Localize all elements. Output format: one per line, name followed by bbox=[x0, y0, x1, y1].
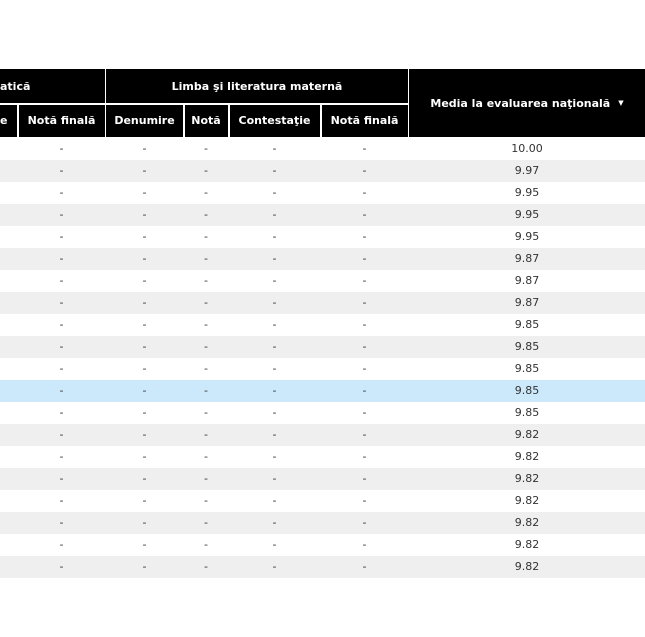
cell-denumire: - bbox=[142, 252, 147, 265]
cell-nota-finala-mate: - bbox=[59, 164, 64, 177]
cell-nota-finala-mate: - bbox=[59, 384, 64, 397]
header-group-matematica-label: atică bbox=[0, 79, 31, 93]
header-col-nota-finala-lm[interactable]: Notă finală bbox=[330, 114, 399, 127]
cell-denumire: - bbox=[142, 186, 147, 199]
cell-contestatie: - bbox=[272, 208, 277, 221]
cell-contestatie: - bbox=[272, 186, 277, 199]
cell-contestatie: - bbox=[272, 274, 277, 287]
cell-nota: - bbox=[204, 186, 208, 199]
cell-contestatie: - bbox=[272, 516, 277, 529]
cell-nota-finala-lm: - bbox=[362, 494, 367, 507]
cell-contestatie: - bbox=[272, 142, 277, 155]
cell-media: 9.82 bbox=[514, 450, 540, 463]
cell-nota: - bbox=[204, 472, 208, 485]
table-row[interactable] bbox=[0, 314, 645, 336]
cell-nota: - bbox=[204, 208, 208, 221]
cell-contestatie: - bbox=[272, 340, 277, 353]
header-separator bbox=[320, 104, 322, 137]
cell-media: 10.00 bbox=[511, 142, 543, 155]
cell-denumire: - bbox=[142, 450, 147, 463]
header-group-matematica bbox=[0, 69, 105, 103]
table-row[interactable] bbox=[0, 512, 645, 534]
cell-nota-finala-mate: - bbox=[59, 230, 64, 243]
cell-media: 9.87 bbox=[514, 274, 540, 287]
cell-nota-finala-mate: - bbox=[59, 208, 64, 221]
cell-nota: - bbox=[204, 428, 208, 441]
cell-media: 9.95 bbox=[514, 208, 540, 221]
cell-media: 9.95 bbox=[514, 230, 540, 243]
table-row[interactable] bbox=[0, 270, 645, 292]
header-separator bbox=[17, 104, 19, 137]
table-row[interactable] bbox=[0, 446, 645, 468]
cell-nota-finala-mate: - bbox=[59, 142, 64, 155]
cell-nota-finala-lm: - bbox=[362, 538, 367, 551]
cell-denumire: - bbox=[142, 428, 147, 441]
table-row[interactable] bbox=[0, 336, 645, 358]
cell-contestatie: - bbox=[272, 428, 277, 441]
cell-nota-finala-mate: - bbox=[59, 560, 64, 573]
table-row[interactable] bbox=[0, 424, 645, 446]
cell-nota-finala-lm: - bbox=[362, 252, 367, 265]
cell-media: 9.85 bbox=[514, 340, 540, 353]
table-row[interactable] bbox=[0, 534, 645, 556]
cell-denumire: - bbox=[142, 560, 147, 573]
table-row[interactable] bbox=[0, 182, 645, 204]
cell-contestatie: - bbox=[272, 230, 277, 243]
cell-nota-finala-lm: - bbox=[362, 428, 367, 441]
cell-nota: - bbox=[204, 384, 208, 397]
cell-media: 9.87 bbox=[514, 252, 540, 265]
sort-descending-icon[interactable]: ▼ bbox=[618, 99, 624, 107]
header-group-limba-materna-label: Limba şi literatura maternă bbox=[171, 79, 343, 93]
cell-nota-finala-mate: - bbox=[59, 494, 64, 507]
cell-denumire: - bbox=[142, 472, 147, 485]
cell-media: 9.85 bbox=[514, 362, 540, 375]
cell-nota-finala-mate: - bbox=[59, 406, 64, 419]
cell-media: 9.97 bbox=[514, 164, 540, 177]
cell-denumire: - bbox=[142, 318, 147, 331]
cell-media: 9.82 bbox=[514, 428, 540, 441]
cell-nota-finala-mate: - bbox=[59, 186, 64, 199]
cell-denumire: - bbox=[142, 274, 147, 287]
cell-media: 9.87 bbox=[514, 296, 540, 309]
cell-nota: - bbox=[204, 560, 208, 573]
cell-contestatie: - bbox=[272, 494, 277, 507]
cell-media: 9.82 bbox=[514, 516, 540, 529]
cell-nota-finala-lm: - bbox=[362, 296, 367, 309]
cell-nota: - bbox=[204, 252, 208, 265]
table-row[interactable] bbox=[0, 468, 645, 490]
cell-denumire: - bbox=[142, 494, 147, 507]
cell-denumire: - bbox=[142, 142, 147, 155]
cell-nota-finala-mate: - bbox=[59, 296, 64, 309]
cell-nota: - bbox=[204, 362, 208, 375]
cell-nota: - bbox=[204, 450, 208, 463]
cell-denumire: - bbox=[142, 164, 147, 177]
table-row[interactable] bbox=[0, 358, 645, 380]
cell-contestatie: - bbox=[272, 362, 277, 375]
cell-denumire: - bbox=[142, 516, 147, 529]
cell-nota: - bbox=[204, 318, 208, 331]
cell-nota-finala-lm: - bbox=[362, 560, 367, 573]
cell-contestatie: - bbox=[272, 560, 277, 573]
cell-nota-finala-lm: - bbox=[362, 142, 367, 155]
cell-denumire: - bbox=[142, 296, 147, 309]
table-row[interactable] bbox=[0, 226, 645, 248]
cell-nota-finala-mate: - bbox=[59, 362, 64, 375]
cell-contestatie: - bbox=[272, 406, 277, 419]
header-separator bbox=[105, 69, 107, 137]
table-row[interactable] bbox=[0, 402, 645, 424]
cell-nota-finala-mate: - bbox=[59, 340, 64, 353]
cell-nota: - bbox=[204, 142, 208, 155]
cell-nota-finala-lm: - bbox=[362, 230, 367, 243]
cell-contestatie: - bbox=[272, 384, 277, 397]
cell-nota-finala-lm: - bbox=[362, 472, 367, 485]
cell-nota-finala-mate: - bbox=[59, 318, 64, 331]
cell-nota-finala-mate: - bbox=[59, 516, 64, 529]
cell-nota-finala-lm: - bbox=[362, 516, 367, 529]
cell-nota: - bbox=[204, 296, 208, 309]
header-col-nota[interactable]: Notă bbox=[191, 114, 221, 127]
cell-nota-finala-mate: - bbox=[59, 428, 64, 441]
cell-nota-finala-mate: - bbox=[59, 538, 64, 551]
header-group-limba-materna bbox=[106, 69, 408, 103]
cell-media: 9.82 bbox=[514, 538, 540, 551]
cell-denumire: - bbox=[142, 362, 147, 375]
cell-nota-finala-lm: - bbox=[362, 186, 367, 199]
cell-nota-finala-lm: - bbox=[362, 318, 367, 331]
cell-contestatie: - bbox=[272, 252, 277, 265]
table-row[interactable] bbox=[0, 248, 645, 270]
header-col-contestatie[interactable]: Contestaţie bbox=[238, 114, 311, 127]
cell-media: 9.85 bbox=[514, 318, 540, 331]
header-subcolumns bbox=[0, 104, 408, 137]
cell-nota-finala-mate: - bbox=[59, 450, 64, 463]
cell-nota-finala-lm: - bbox=[362, 274, 367, 287]
cell-nota-finala-lm: - bbox=[362, 406, 367, 419]
table-row[interactable] bbox=[0, 292, 645, 314]
table-row[interactable] bbox=[0, 160, 645, 182]
table-body bbox=[0, 138, 645, 578]
header-separator bbox=[408, 69, 410, 137]
cell-media: 9.95 bbox=[514, 186, 540, 199]
header-separator bbox=[183, 104, 185, 137]
cell-contestatie: - bbox=[272, 450, 277, 463]
table-row[interactable] bbox=[0, 490, 645, 512]
header-col-denumire[interactable]: Denumire bbox=[114, 114, 175, 127]
cell-denumire: - bbox=[142, 538, 147, 551]
header-col-partial[interactable]: e bbox=[0, 114, 8, 127]
cell-denumire: - bbox=[142, 340, 147, 353]
cell-nota-finala-lm: - bbox=[362, 450, 367, 463]
cell-contestatie: - bbox=[272, 318, 277, 331]
cell-nota: - bbox=[204, 274, 208, 287]
header-separator bbox=[228, 104, 230, 137]
cell-denumire: - bbox=[142, 384, 147, 397]
cell-contestatie: - bbox=[272, 296, 277, 309]
header-col-nota-finala-mate[interactable]: Notă finală bbox=[27, 114, 96, 127]
table-row[interactable] bbox=[0, 138, 645, 160]
table-row[interactable] bbox=[0, 556, 645, 578]
cell-nota: - bbox=[204, 494, 208, 507]
cell-nota: - bbox=[204, 538, 208, 551]
cell-nota-finala-lm: - bbox=[362, 208, 367, 221]
cell-nota: - bbox=[204, 516, 208, 529]
header-col-media-label: Media la evaluarea naţională bbox=[430, 96, 611, 110]
table-row[interactable] bbox=[0, 380, 645, 402]
cell-nota: - bbox=[204, 406, 208, 419]
cell-nota-finala-mate: - bbox=[59, 274, 64, 287]
cell-nota-finala-mate: - bbox=[59, 252, 64, 265]
header-divider bbox=[0, 103, 408, 105]
cell-nota-finala-lm: - bbox=[362, 362, 367, 375]
cell-denumire: - bbox=[142, 406, 147, 419]
cell-nota-finala-lm: - bbox=[362, 384, 367, 397]
cell-media: 9.82 bbox=[514, 560, 540, 573]
cell-media: 9.82 bbox=[514, 472, 540, 485]
cell-contestatie: - bbox=[272, 538, 277, 551]
cell-media: 9.85 bbox=[514, 384, 540, 397]
cell-nota-finala-lm: - bbox=[362, 340, 367, 353]
cell-nota: - bbox=[204, 340, 208, 353]
cell-media: 9.82 bbox=[514, 494, 540, 507]
cell-nota-finala-mate: - bbox=[59, 472, 64, 485]
cell-denumire: - bbox=[142, 208, 147, 221]
cell-nota: - bbox=[204, 230, 208, 243]
header-col-media[interactable] bbox=[409, 69, 645, 137]
cell-nota-finala-lm: - bbox=[362, 164, 367, 177]
cell-media: 9.85 bbox=[514, 406, 540, 419]
cell-denumire: - bbox=[142, 230, 147, 243]
cell-nota: - bbox=[204, 164, 208, 177]
cell-contestatie: - bbox=[272, 472, 277, 485]
cell-contestatie: - bbox=[272, 164, 277, 177]
table-row[interactable] bbox=[0, 204, 645, 226]
